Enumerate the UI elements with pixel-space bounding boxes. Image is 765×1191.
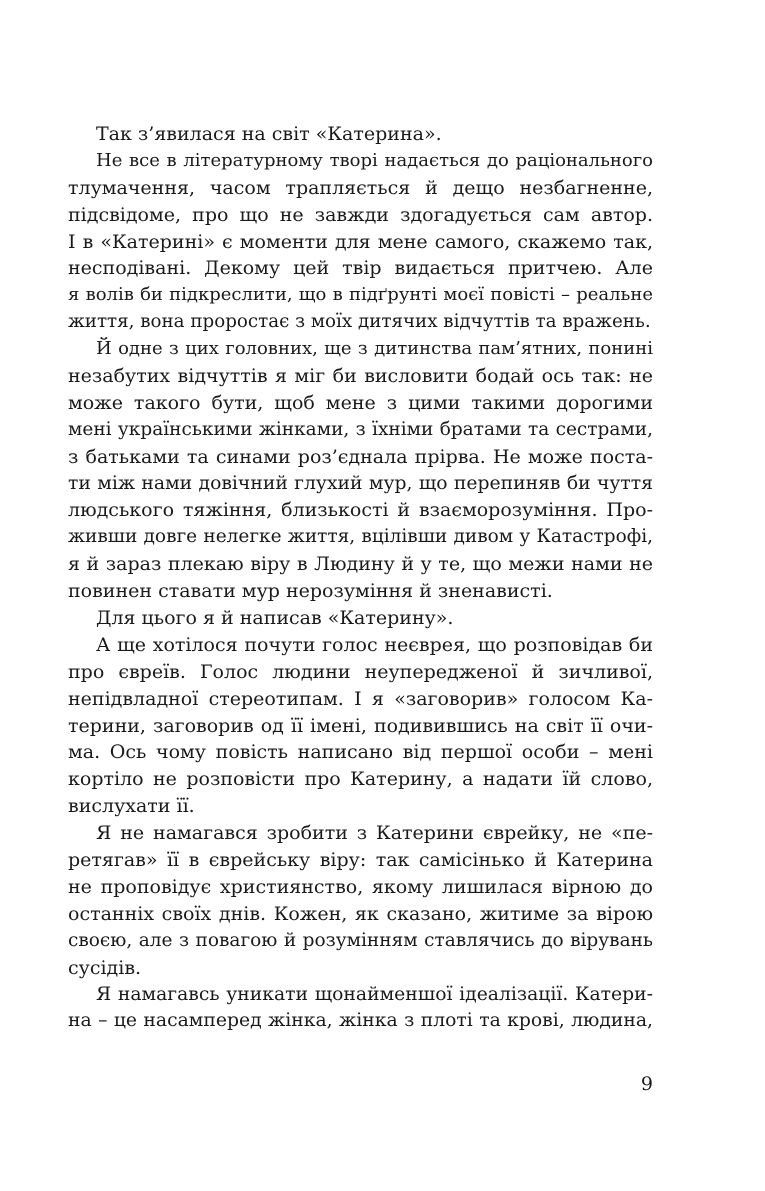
text-line: живши довге нелегке життя, вцілівши дивом у Катастрофі,	[68, 526, 653, 548]
text-line: Й одне з цих головних, ще з дитинства пам’ятних, понині	[96, 338, 653, 360]
text-line: людського тяжіння, близькості й взаєморозуміння. Про-	[68, 499, 653, 522]
text-line: Я намагавсь уникати щонайменшої ідеалізації. Катери-	[96, 983, 653, 1005]
text-line: Не все в літературному творі надається до раціонального	[96, 149, 653, 171]
text-line: з батьками та синами роз’єднала прірва. Не може поста-	[68, 445, 653, 468]
text-line: несподівані. Декому цей твір видається притчею. Але	[68, 257, 653, 280]
text-line: непідвладної стереотипам. І я «заговорив» голосом Ка-	[68, 687, 653, 710]
text-line: я волів би підкреслити, що в підґрунті моєї повісті – реальне	[68, 284, 653, 306]
text-line: І в «Катерині» є моменти для мене самого, скажемо так,	[68, 230, 653, 253]
body-text	[68, 121, 653, 1035]
text-line: вислухати її.	[68, 795, 195, 818]
text-line: своєю, але з повагою й розумінням ставлячись до вірувань	[68, 929, 653, 951]
page-number: 9	[640, 1073, 653, 1095]
text-line: про євреїв. Голос людини неупередженої й зичливої,	[68, 660, 653, 683]
text-line: незабутих відчуттів я міг би висловити бодай ось так: не	[68, 365, 653, 388]
text-line: може такого бути, щоб мене з цими такими дорогими	[68, 391, 653, 414]
text-line: повинен ставати мур нерозуміння й зненависті.	[68, 580, 553, 603]
text-line: сусідів.	[68, 956, 142, 979]
text-line: тлумачення, часом трапляється й дещо незбагненне,	[68, 176, 653, 199]
text-line: життя, вона проростає з моїх дитячих відчуттів та вражень.	[68, 311, 651, 333]
text-line: я й зараз плекаю віру в Людину й у те, що межи нами не	[68, 553, 653, 576]
text-line: Так з’явилася на світ «Катерина».	[96, 123, 442, 145]
text-line: ретягав» її в єврейську віру: так самісінько й Катерина	[68, 849, 653, 872]
text-line: ти між нами довічний глухий мур, що перепиняв би чуття	[68, 472, 653, 494]
text-line: підсвідоме, про що не завжди здогадується сам автор.	[68, 203, 653, 226]
text-line: не проповідує християнство, якому лишилася вірною до	[68, 875, 653, 898]
text-line: терини, заговорив од її імені, подивившись на світ її очи-	[68, 714, 653, 737]
text-line: Я не намагався зробити з Катерини єврейку, не «пе-	[96, 822, 653, 845]
text-line: мені українськими жінками, з їхніми братами та сестрами,	[68, 418, 653, 440]
text-line: кортіло не розповісти про Катерину, а надати їй слово,	[68, 768, 653, 791]
text-line: на – це насамперед жінка, жінка з плоті та крові, людина,	[68, 1010, 653, 1032]
text-line: А ще хотілося почути голос неєврея, що розповідав би	[96, 633, 653, 656]
text-line: Для цього я й написав «Катерину».	[96, 607, 454, 630]
text-line: останніх своїх днів. Кожен, як сказано, житиме за вірою	[68, 902, 653, 925]
text-line: ма. Ось чому повість написано від першої особи – мені	[68, 741, 653, 764]
